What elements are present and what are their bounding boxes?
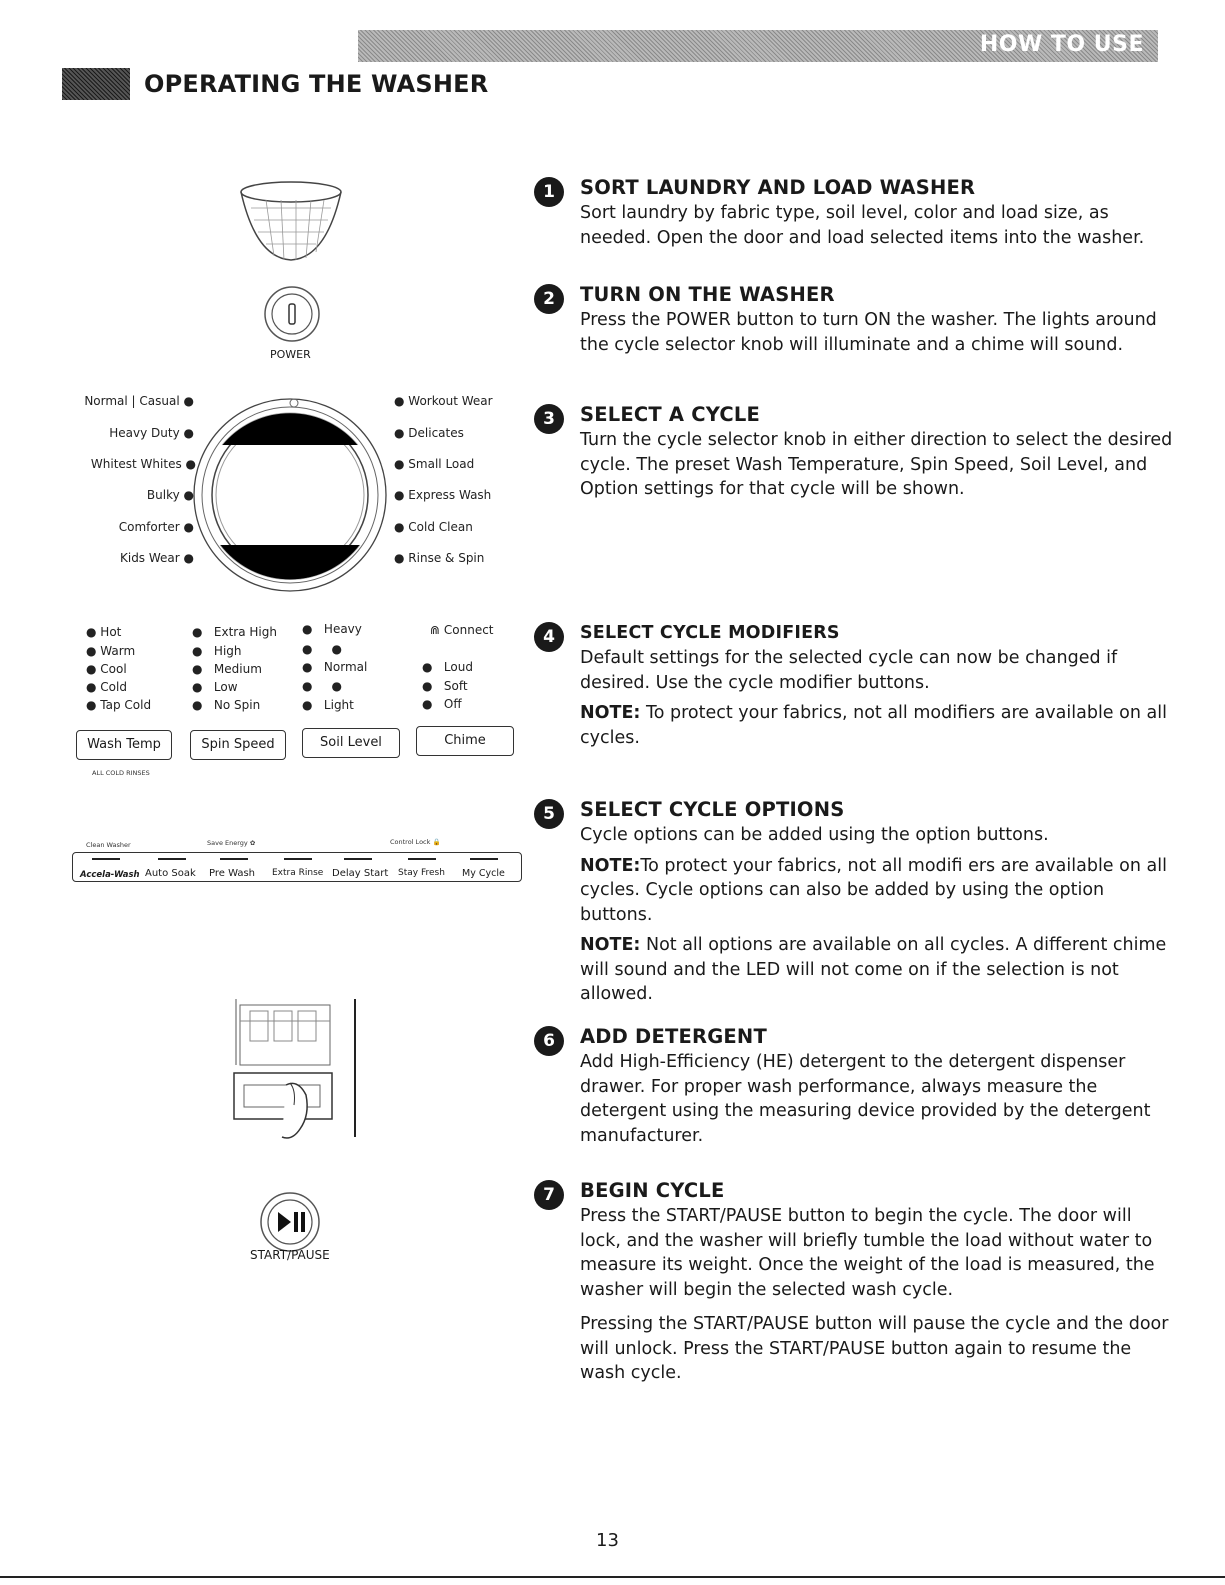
page-bottom-rule	[0, 1576, 1225, 1578]
option-indicator	[344, 858, 372, 860]
modifier-level: ● Cold	[86, 680, 127, 694]
cycle-option[interactable]: Heavy Duty ●	[109, 426, 194, 440]
detergent-drawer-illustration	[226, 995, 360, 1143]
step-title: SORT LAUNDRY AND LOAD WASHER	[580, 176, 976, 199]
modifier-level: ● Hot	[86, 625, 122, 639]
all-cold-rinses-label: ALL COLD RINSES	[92, 769, 150, 777]
option-accela-wash[interactable]: Accela-Wash	[80, 870, 140, 880]
modifier-level: ● No Spin	[192, 698, 261, 712]
step-note: NOTE: Not all options are available on all cycles. A different chime will sound and the LED will not come on if the selection is not allowed.	[580, 935, 1167, 1004]
modifier-level: ● Medium	[192, 662, 262, 676]
laundry-basket-icon	[236, 178, 346, 268]
cycle-option[interactable]: Whitest Whites ●	[90, 457, 196, 471]
modifier-level: ● Loud	[422, 660, 473, 674]
step-number-badge: 1	[534, 177, 564, 207]
option-indicator	[408, 858, 436, 860]
option-indicator	[220, 858, 248, 860]
step-5	[534, 797, 1174, 1007]
step-title: SELECT CYCLE MODIFIERS	[580, 623, 840, 643]
step-text: Add High-Efficiency (HE) detergent to the detergent dispenser drawer. For proper wash performance, always measure the detergent using the measuring device provided by the detergent manufacturer.	[580, 1052, 1151, 1146]
modifier-level: ● Low	[192, 680, 238, 694]
step-7	[534, 1178, 1174, 1386]
leaf-icon: ✿	[249, 839, 256, 847]
modifier-level: ● Off	[422, 697, 462, 711]
step-6	[534, 1024, 1174, 1148]
modifier-level: ● Cool	[86, 662, 127, 676]
step-title: SELECT A CYCLE	[580, 403, 760, 426]
step-text: Sort laundry by fabric type, soil level, color and load size, as needed. Open the door and load selected items into the washer.	[580, 203, 1145, 248]
power-label: POWER	[270, 348, 311, 361]
cycle-selector-knob[interactable]	[190, 395, 395, 600]
step-note: NOTE:To protect your fabrics, not all modifi ers are available on all cycles. Cycle options can also be added by using the option buttons.	[580, 855, 1167, 925]
option-indicator	[158, 858, 186, 860]
option-delay-start[interactable]: Delay Start	[332, 868, 389, 879]
step-number-badge: 5	[534, 799, 564, 829]
step-text: Press the POWER button to turn ON the washer. The lights around the cycle selector knob will illuminate and a chime will sound.	[580, 310, 1157, 355]
step-text: Cycle options can be added using the option buttons.	[580, 825, 1049, 845]
step-text: Turn the cycle selector knob in either direction to select the desired cycle. The preset Wash Temperature, Spin Speed, Soil Level, and Option settings for that cycle will be shown.	[580, 430, 1173, 499]
modifier-level: ● Normal	[302, 660, 368, 674]
modifier-level: ● Soft	[422, 679, 468, 693]
step-title: ADD DETERGENT	[580, 1025, 767, 1048]
option-my-cycle[interactable]: My Cycle	[462, 868, 505, 879]
step-text: Default settings for the selected cycle can now be changed if desired. Use the cycle modifier buttons.	[580, 648, 1118, 693]
soil-level-button[interactable]: Soil Level	[302, 728, 400, 758]
option-pre-wash[interactable]: Pre Wash	[209, 868, 256, 879]
cycle-option[interactable]: ● Rinse & Spin	[394, 551, 485, 565]
start-pause-button-icon[interactable]	[258, 1190, 322, 1254]
cycle-option[interactable]: ● Small Load	[394, 457, 475, 471]
clean-washer-label: Clean Washer	[86, 841, 131, 849]
section-header-bar	[358, 30, 1158, 62]
cycle-option[interactable]: Bulky ●	[146, 488, 194, 502]
modifier-level: ● Heavy	[302, 622, 362, 636]
modifier-level: ● ●	[302, 679, 343, 693]
step-title: TURN ON THE WASHER	[580, 283, 835, 306]
cycle-option[interactable]: Normal | Casual ●	[84, 394, 194, 408]
cycle-option[interactable]: ● Express Wash	[394, 488, 492, 502]
step-number-badge: 3	[534, 404, 564, 434]
option-auto-soak[interactable]: Auto Soak	[145, 868, 196, 879]
cycle-option[interactable]: Comforter ●	[118, 520, 194, 534]
option-stay-fresh[interactable]: Stay Fresh	[398, 868, 445, 878]
lock-icon: 🔒	[432, 838, 441, 846]
cycle-option[interactable]: Kids Wear ●	[119, 551, 194, 565]
chime-button[interactable]: Chime	[416, 726, 514, 756]
step-number-badge: 2	[534, 284, 564, 314]
wifi-icon: ⋒	[430, 623, 441, 637]
step-3	[534, 402, 1174, 502]
step-text: Pressing the START/PAUSE button will pause the cycle and the door will unlock. Press the START/PAUSE button again to resume the wash cycle.	[580, 1314, 1169, 1383]
step-note: NOTE: To protect your fabrics, not all modifiers are available on all cycles.	[580, 703, 1167, 748]
step-title: SELECT CYCLE OPTIONS	[580, 798, 845, 821]
step-text: Press the START/PAUSE button to begin the cycle. The door will lock, and the washer will briefly tumble the load without water to measure its weight. Once the weight of the load is measured, the washer will begin the selected wash cycle.	[580, 1206, 1155, 1300]
connect-label: ⋒ Connect	[430, 623, 494, 637]
step-2	[534, 282, 1174, 357]
page-number: 13	[596, 1530, 619, 1551]
modifier-level: ● ●	[302, 642, 343, 656]
cycle-option[interactable]: ● Cold Clean	[394, 520, 473, 534]
option-indicator	[92, 858, 120, 860]
page-title: OPERATING THE WASHER	[144, 70, 489, 98]
step-title: BEGIN CYCLE	[580, 1179, 725, 1202]
title-marker-block	[62, 68, 130, 100]
spin-speed-button[interactable]: Spin Speed	[190, 730, 286, 760]
modifier-level: ● High	[192, 644, 242, 658]
cycle-option[interactable]: ● Delicates	[394, 426, 464, 440]
wash-temp-button[interactable]: Wash Temp	[76, 730, 172, 760]
modifier-level: ● Tap Cold	[86, 698, 152, 712]
section-tab-label: HOW TO USE	[979, 32, 1144, 57]
option-indicator	[470, 858, 498, 860]
step-1	[534, 175, 1174, 250]
control-lock-label: Control Lock 🔒	[390, 838, 441, 846]
modifier-level: ● Warm	[86, 644, 136, 658]
step-number-badge: 4	[534, 622, 564, 652]
option-extra-rinse[interactable]: Extra Rinse	[272, 868, 324, 878]
step-4	[534, 620, 1174, 750]
power-button-icon[interactable]	[262, 284, 322, 344]
start-pause-label: START/PAUSE	[250, 1248, 330, 1262]
save-energy-label: Save Energy ✿	[207, 839, 256, 847]
cycle-option[interactable]: ● Workout Wear	[394, 394, 493, 408]
modifier-level: ● Extra High	[192, 625, 277, 639]
step-number-badge: 6	[534, 1026, 564, 1056]
option-indicator	[284, 858, 312, 860]
modifier-level: ● Light	[302, 698, 354, 712]
step-number-badge: 7	[534, 1180, 564, 1210]
